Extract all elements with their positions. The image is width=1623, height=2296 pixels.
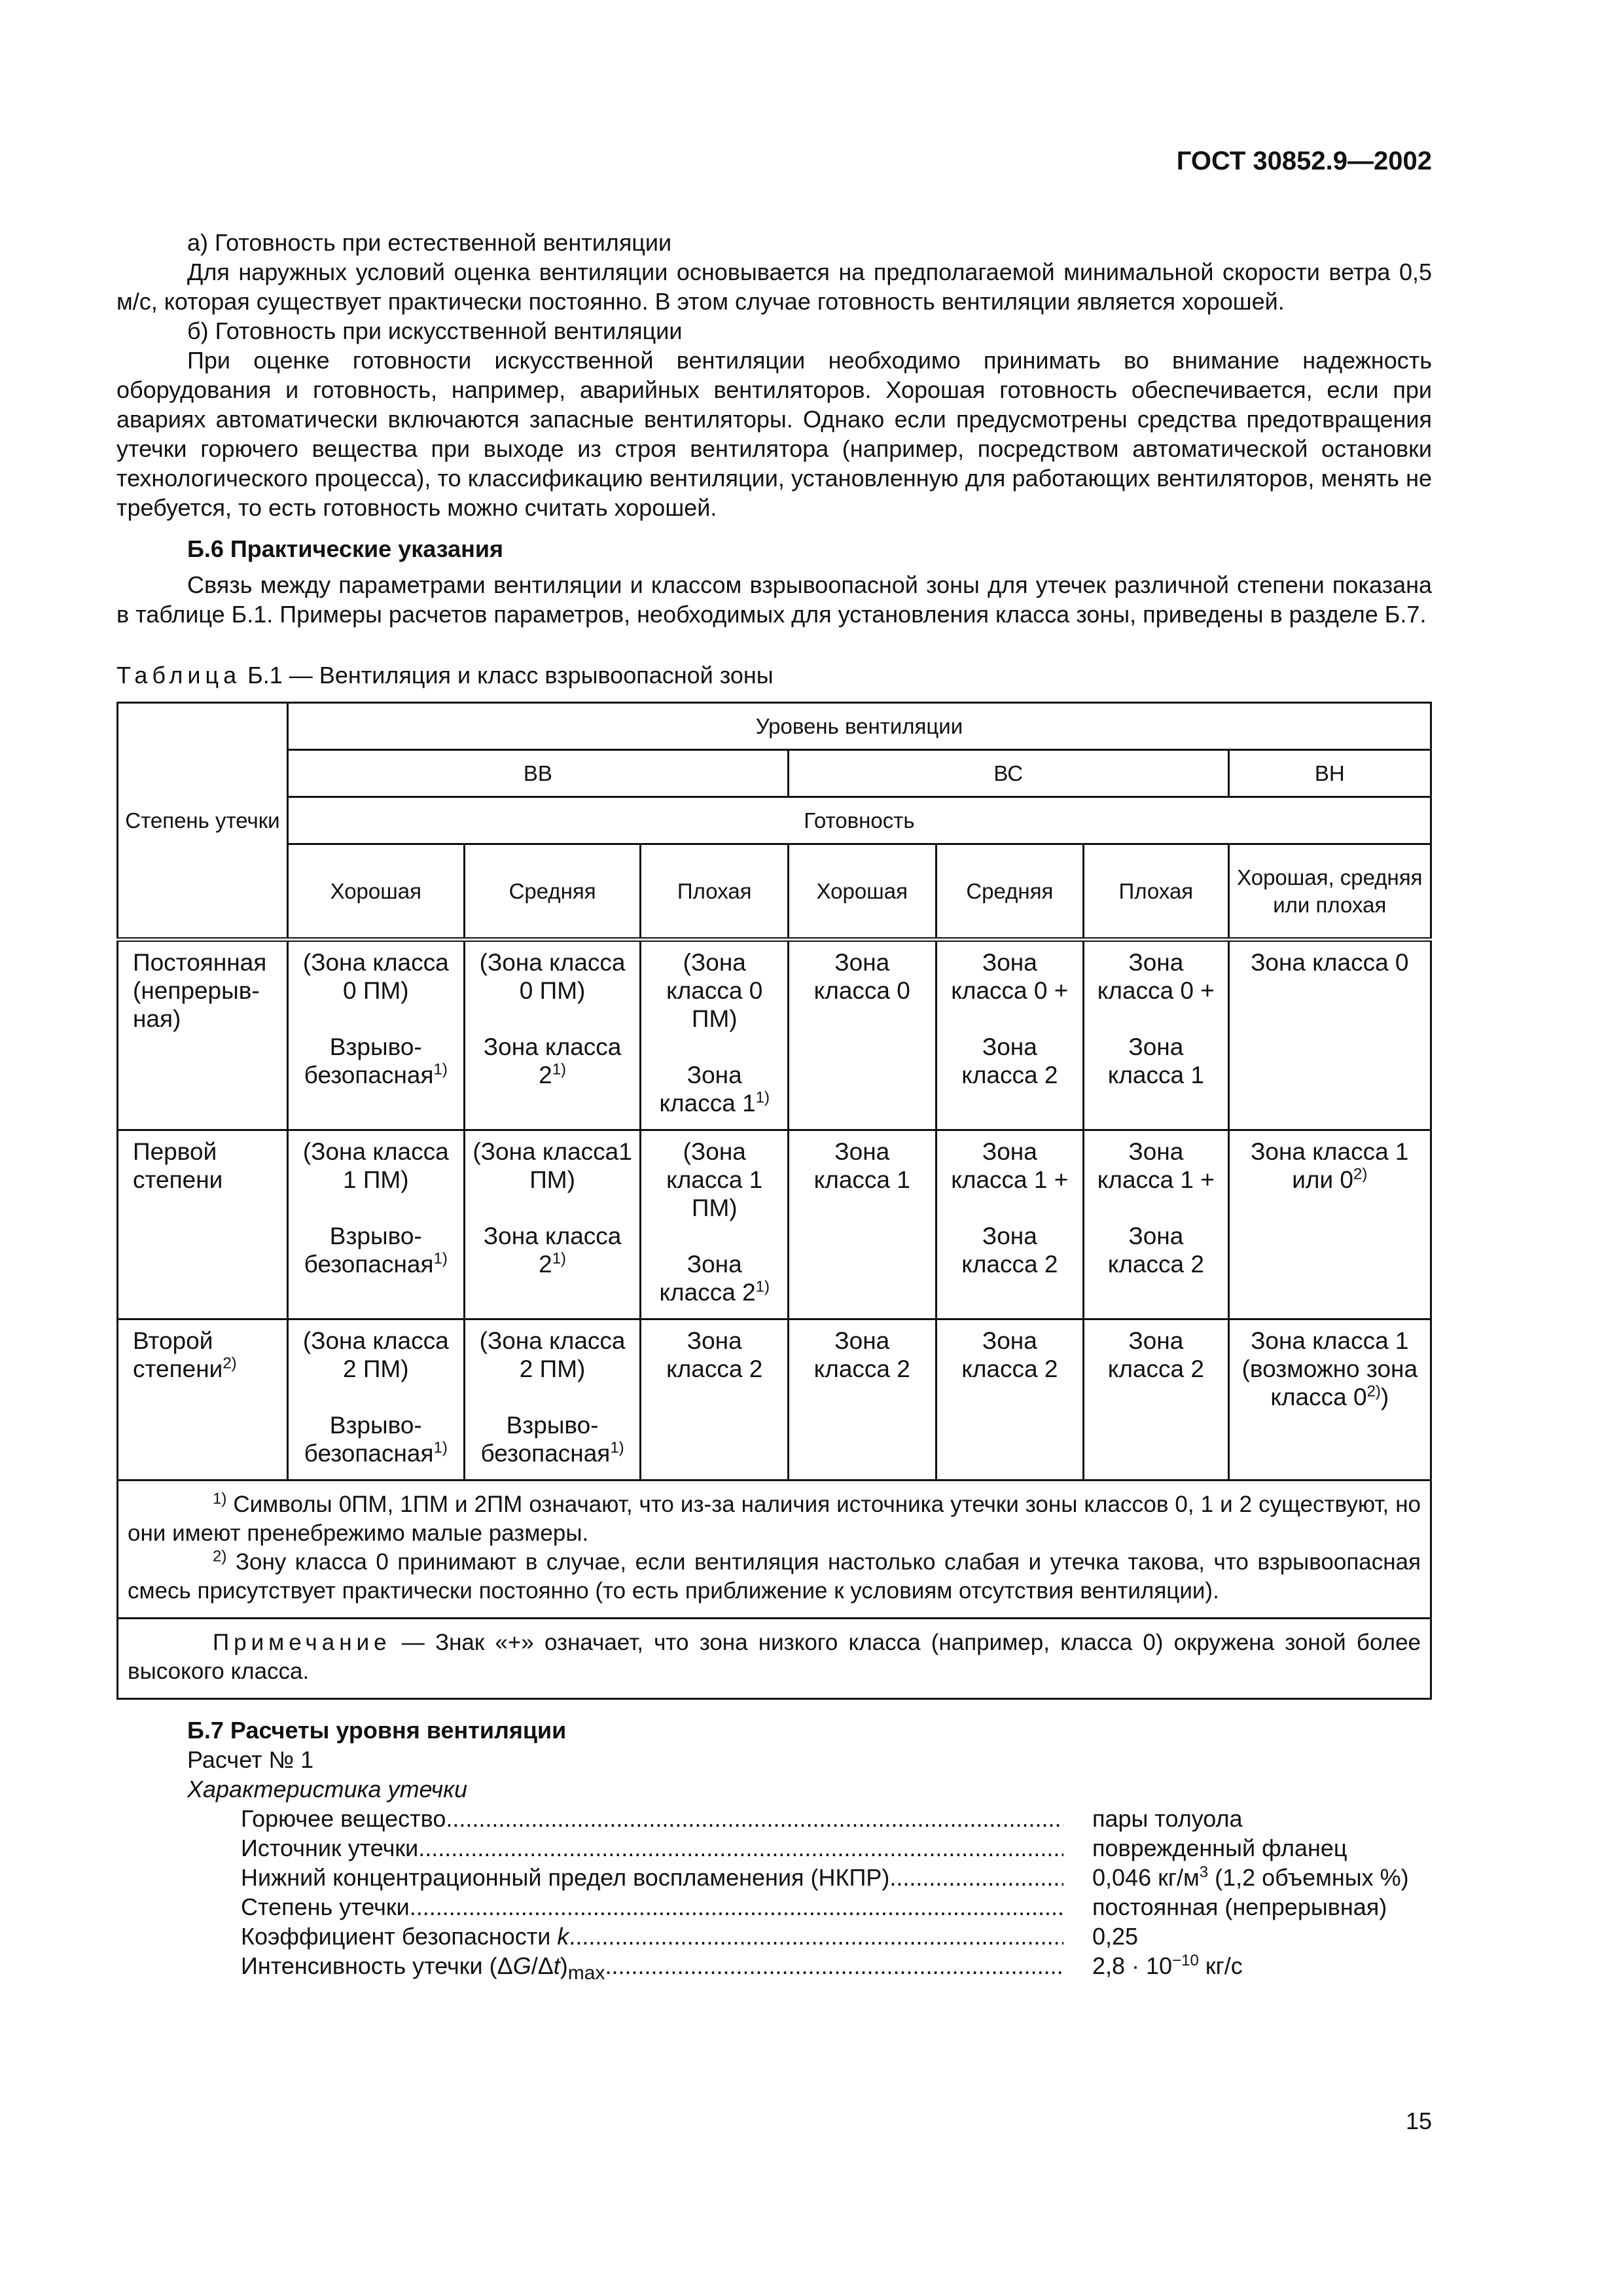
header-level-vn: ВН bbox=[1228, 750, 1431, 797]
param-key-symbol: t bbox=[553, 1952, 560, 1979]
paragraph: б) Готовность при искусственной вентиляции bbox=[187, 317, 683, 344]
cell-top: Зона класса 2 bbox=[1107, 1327, 1204, 1382]
cell-bottom: Взрыво-безопасная bbox=[304, 1223, 434, 1278]
cell-top: (Зона класса 0 ПМ) bbox=[666, 949, 763, 1032]
param-key bbox=[241, 1833, 1063, 1863]
section-b7 bbox=[116, 1715, 1432, 1988]
footnote-ref: 1) bbox=[755, 1278, 770, 1296]
param-key-text: Горючее вещество bbox=[241, 1805, 446, 1832]
param-key-symbol: k bbox=[557, 1923, 569, 1950]
document-header: ГОСТ 30852.9—2002 bbox=[1176, 147, 1432, 175]
footnote-ref: 1) bbox=[433, 1060, 448, 1079]
value-sup: 3 bbox=[1199, 1863, 1209, 1881]
header-readiness-cell: Средняя bbox=[464, 844, 641, 940]
paragraph: Связь между параметрами вентиляции и классом взрывоопасной зоны для утечек различной степени показана в таблице Б.1. Примеры расчетов параметров, необходимых для установления класса зоны, приведены в разделе Б.7. bbox=[116, 571, 1432, 628]
cell-top: Зона класса 1 + bbox=[1097, 1138, 1215, 1193]
footnote-ref: 1) bbox=[433, 1249, 448, 1268]
param-key bbox=[241, 1863, 1063, 1892]
cell-top: (Зона класса 0 ПМ) bbox=[302, 949, 449, 1004]
table-footnotes bbox=[118, 1480, 1431, 1619]
param-key-symbol: G bbox=[512, 1952, 531, 1979]
row-label: Первой степени bbox=[118, 1130, 288, 1319]
cell-top: Зона класса 1 или 0 bbox=[1251, 1138, 1409, 1193]
param-value: пары толуола bbox=[1092, 1805, 1243, 1832]
param-value: 0,25 bbox=[1092, 1923, 1139, 1950]
cell-top: Зона класса 2 bbox=[813, 1327, 910, 1382]
table-cell bbox=[641, 1130, 788, 1319]
header-readiness-cell: Плохая bbox=[641, 844, 788, 940]
cell-top: (Зона класса 2 ПМ) bbox=[479, 1327, 626, 1382]
table-caption bbox=[116, 660, 1432, 690]
table-cell bbox=[464, 1319, 641, 1480]
cell-bottom: Зона класса 2 bbox=[1107, 1223, 1204, 1278]
param-key-text: Источник утечки bbox=[241, 1835, 419, 1861]
cell-top: Зона класса 0 bbox=[813, 949, 910, 1004]
param-row bbox=[241, 1892, 1432, 1922]
cell-bottom: Зона класса 1 bbox=[1107, 1033, 1204, 1088]
table-cell bbox=[1228, 1130, 1431, 1319]
header-level-vs: ВС bbox=[788, 750, 1228, 797]
row-label-cell bbox=[118, 1319, 288, 1480]
page-number: 15 bbox=[1405, 2108, 1432, 2134]
table-cell bbox=[287, 940, 464, 1130]
cell-top-tail: ) bbox=[1380, 1384, 1389, 1410]
table-cell bbox=[287, 1319, 464, 1480]
footnote-mark: 1) bbox=[213, 1490, 227, 1508]
param-key-text: /Δ bbox=[531, 1952, 554, 1979]
param-row bbox=[241, 1951, 1432, 1988]
table-cell bbox=[1228, 1319, 1431, 1480]
footnote-ref: 1) bbox=[552, 1249, 567, 1268]
footnote-ref: 1) bbox=[552, 1060, 567, 1079]
param-row bbox=[241, 1804, 1432, 1833]
footnote-mark: 2) bbox=[213, 1547, 227, 1566]
footnote-2 bbox=[128, 1548, 1421, 1605]
header-leak-degree: Степень утечки bbox=[118, 703, 288, 940]
cell-top: (Зона класса 1 ПМ) bbox=[666, 1138, 763, 1221]
param-key-text: Интенсивность утечки (Δ bbox=[241, 1952, 513, 1979]
table-cell bbox=[641, 940, 788, 1130]
table-cell bbox=[641, 1319, 788, 1480]
cell-top: Зона класса 1 + bbox=[951, 1138, 1069, 1193]
footnote-ref: 1) bbox=[755, 1088, 770, 1107]
table-note bbox=[118, 1619, 1431, 1699]
param-value bbox=[1092, 1863, 1409, 1892]
cell-top: Зона класса 1 bbox=[813, 1138, 910, 1193]
note-label: Примечание bbox=[213, 1630, 391, 1655]
note-paragraph bbox=[128, 1628, 1421, 1686]
table-cell bbox=[936, 940, 1084, 1130]
cell-bottom: Взрыво-безопасная bbox=[304, 1412, 434, 1467]
param-key-text: Степень утечки bbox=[241, 1893, 410, 1920]
cell-top: Зона класса 1 (возможно зона класса 0 bbox=[1241, 1327, 1418, 1410]
cell-bottom: Зона класса 2 bbox=[961, 1223, 1058, 1278]
value-part: 0,046 кг/м bbox=[1092, 1864, 1200, 1891]
param-key bbox=[241, 1922, 1063, 1951]
value-part: кг/с bbox=[1198, 1952, 1243, 1979]
header-readiness-cell: Средняя bbox=[936, 844, 1084, 940]
value-part: (1,2 объемных %) bbox=[1208, 1864, 1409, 1891]
ventilation-table bbox=[116, 702, 1432, 1700]
table-cell bbox=[464, 940, 641, 1130]
caption-label: Таблица bbox=[116, 662, 241, 689]
cell-bottom: Взрыво-безопасная bbox=[480, 1412, 611, 1467]
cell-top: (Зона класса 0 ПМ) bbox=[479, 949, 626, 1004]
paragraph: а) Готовность при естественной вентиляции bbox=[187, 229, 672, 256]
header-readiness-cell: Хорошая bbox=[788, 844, 936, 940]
header-readiness-cell: Хорошая, средняя или плохая bbox=[1228, 844, 1431, 940]
table-cell bbox=[788, 940, 936, 1130]
footnote-1 bbox=[128, 1490, 1421, 1548]
value-part: 2,8 · 10 bbox=[1092, 1952, 1173, 1979]
cell-top: (Зона класса 2 ПМ) bbox=[302, 1327, 449, 1382]
footnote-ref: 2) bbox=[1366, 1382, 1381, 1401]
cell-bottom: Взрыво-безопасная bbox=[304, 1033, 434, 1088]
param-key bbox=[241, 1804, 1063, 1833]
table-cell bbox=[287, 1130, 464, 1319]
page-content bbox=[116, 228, 1432, 1988]
table-cell bbox=[464, 1130, 641, 1319]
footnote-ref: 2) bbox=[1353, 1165, 1368, 1183]
header-readiness-cell: Хорошая bbox=[287, 844, 464, 940]
footnote-ref: 2) bbox=[223, 1354, 237, 1372]
cell-top: Зона класса 0 bbox=[1251, 949, 1409, 976]
caption-text: Б.1 — Вентиляция и класс взрывоопасной зоны bbox=[241, 662, 774, 689]
calc-subtitle: Характеристика утечки bbox=[187, 1776, 468, 1803]
table-cell bbox=[936, 1319, 1084, 1480]
header-ventilation-level: Уровень вентиляции bbox=[287, 703, 1431, 750]
footnote-ref: 1) bbox=[610, 1439, 624, 1457]
cell-bottom: Зона класса 2 bbox=[483, 1033, 622, 1088]
paragraph: Для наружных условий оценка вентиляции основывается на предполагаемой минимальной скорости ветра 0,5 м/с, которая существует практически постоянно. В этом случае готовность вентиляции является хорошей. bbox=[116, 259, 1432, 315]
param-value: поврежденный фланец bbox=[1092, 1835, 1347, 1861]
param-key-text: ) bbox=[560, 1952, 568, 1979]
param-value: постоянная (непрерывная) bbox=[1092, 1893, 1387, 1920]
cell-bottom: Зона класса 2 bbox=[659, 1251, 756, 1306]
table-cell bbox=[788, 1319, 936, 1480]
param-value bbox=[1092, 1951, 1243, 1988]
table-cell bbox=[1084, 1130, 1228, 1319]
row-label: Постоянная (непрерыв-ная) bbox=[118, 940, 288, 1130]
cell-bottom: Зона класса 1 bbox=[659, 1062, 756, 1117]
footnote-text: Зону класса 0 принимают в случае, если вентиляция настолько слабая и утечка такова, что взрывоопасная смесь присутствует практически постоянно (то есть приближение к условиям отсутствия вентиляции). bbox=[128, 1549, 1421, 1604]
param-key bbox=[241, 1951, 1063, 1988]
footnote-ref: 1) bbox=[433, 1439, 448, 1457]
table-cell bbox=[1084, 940, 1228, 1130]
footnote-text: Символы 0ПМ, 1ПМ и 2ПМ означают, что из-за наличия источника утечки зоны классов 0, 1 и 2 существуют, но они имеют пренебрежимо малые размеры. bbox=[128, 1492, 1421, 1546]
table-cell bbox=[1084, 1319, 1228, 1480]
cell-top: Зона класса 0 + bbox=[1097, 949, 1215, 1004]
header-readiness-cell: Плохая bbox=[1084, 844, 1228, 940]
table-cell bbox=[788, 1130, 936, 1319]
param-key-text: Коэффициент безопасности bbox=[241, 1923, 558, 1950]
calc-title: Расчет № 1 bbox=[187, 1746, 314, 1773]
section-heading-b6: Б.6 Практические указания bbox=[187, 535, 504, 562]
param-row bbox=[241, 1922, 1432, 1951]
cell-top: (Зона класса 1 ПМ) bbox=[302, 1138, 449, 1193]
note-text: — Знак «+» означает, что зона низкого класса (например, класса 0) окружена зоной более высокого класса. bbox=[128, 1630, 1421, 1684]
paragraph: При оценке готовности искусственной вентиляции необходимо принимать во внимание надежность оборудования и готовность, например, аварийных вентиляторов. Хорошая готовность обеспечивается, если при авариях автоматически включаются запасные вентиляторы. Однако если предусмотрены средства предотвращения утечки горючего вещества при выходе из строя вентилятора (например, посредством автоматической остановки технологического процесса), то классификацию вентиляции, установленную для работающих вентиляторов, менять не требуется, то есть готовность можно считать хорошей. bbox=[116, 347, 1432, 521]
header-readiness: Готовность bbox=[287, 797, 1431, 844]
table-cell bbox=[1228, 940, 1431, 1130]
row-label: Второй степени bbox=[133, 1327, 223, 1382]
cell-bottom: Зона класса 2 bbox=[961, 1033, 1058, 1088]
value-sup: −10 bbox=[1172, 1952, 1199, 1969]
param-key-text: Нижний концентрационный предел воспламенения (НКПР) bbox=[241, 1864, 890, 1891]
cell-bottom: Зона класса 2 bbox=[483, 1223, 622, 1278]
cell-top: Зона класса 2 bbox=[666, 1327, 763, 1382]
param-key-sub: max bbox=[567, 1962, 605, 1984]
param-row bbox=[241, 1833, 1432, 1863]
cell-top: (Зона класса1 ПМ) bbox=[473, 1138, 632, 1193]
param-key bbox=[241, 1892, 1063, 1922]
cell-top: Зона класса 2 bbox=[961, 1327, 1058, 1382]
section-heading-b7: Б.7 Расчеты уровня вентиляции bbox=[187, 1717, 567, 1744]
cell-top: Зона класса 0 + bbox=[951, 949, 1069, 1004]
header-level-vv: ВВ bbox=[287, 750, 788, 797]
table-cell bbox=[936, 1130, 1084, 1319]
param-row bbox=[241, 1863, 1432, 1892]
